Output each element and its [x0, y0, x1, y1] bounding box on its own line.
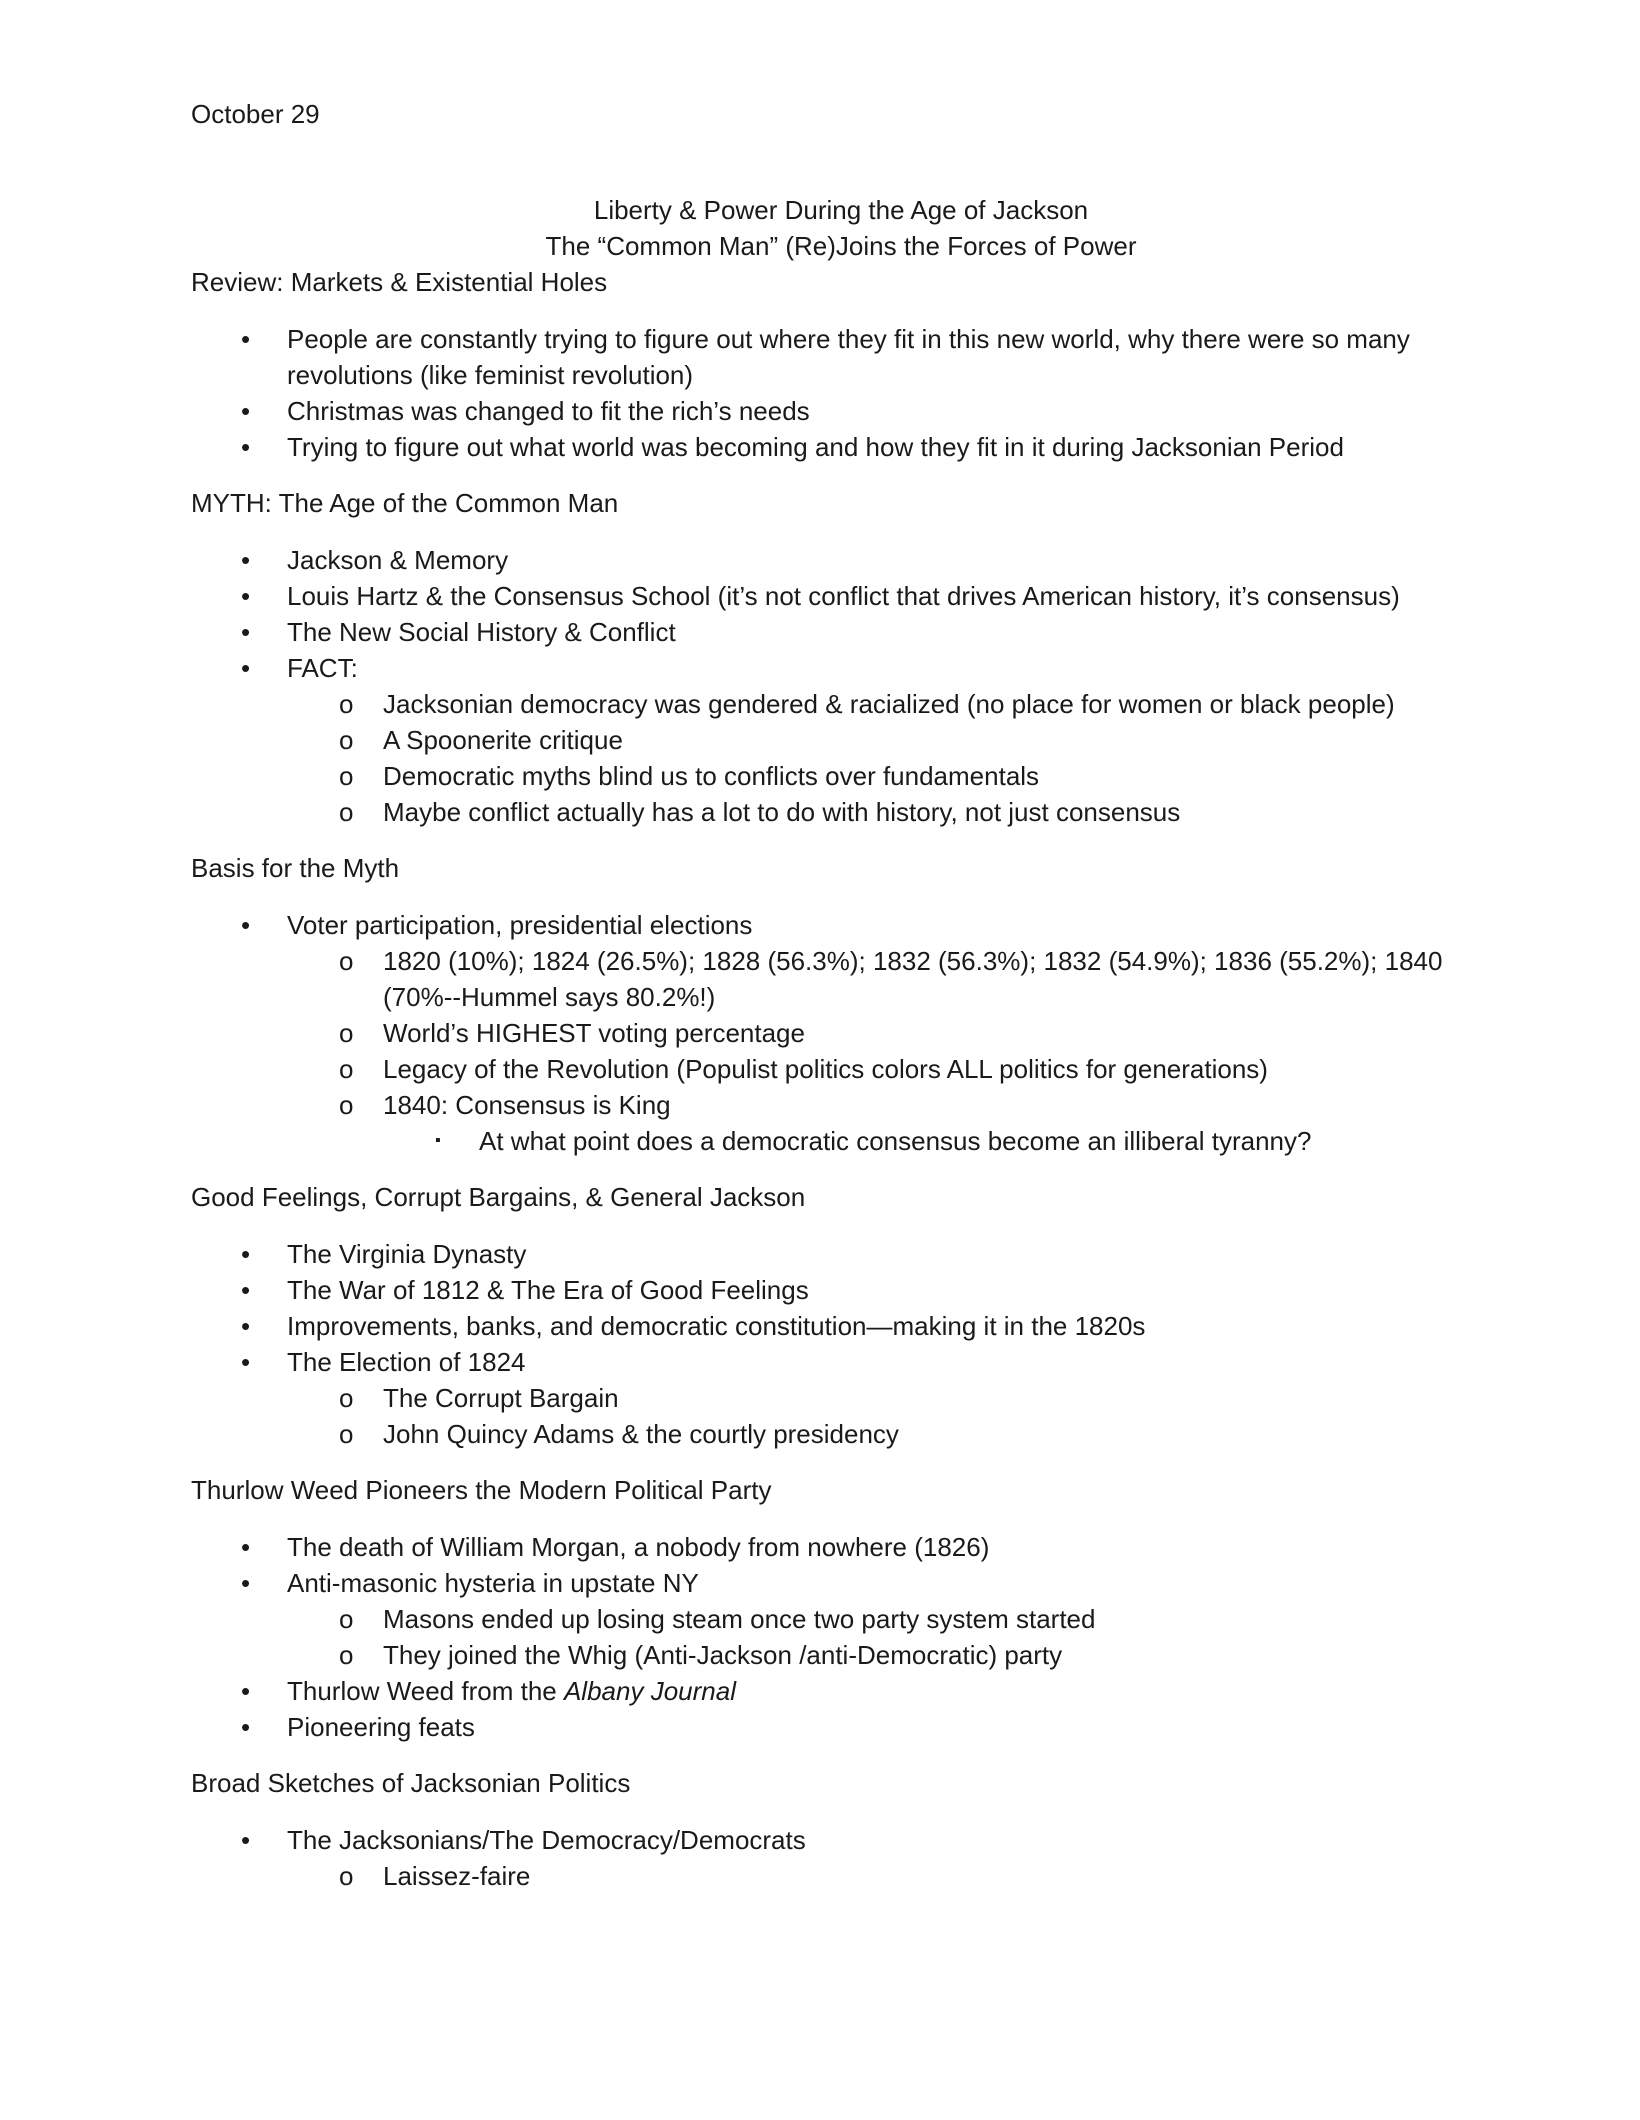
sub-list-item — [191, 1858, 1491, 1894]
list-item-text: Louis Hartz & the Consensus School (it’s not conflict that drives American history, it’s consensus) — [287, 581, 1400, 611]
list-item-text — [287, 1673, 1491, 1709]
list-item-text: The death of William Morgan, a nobody from nowhere (1826) — [287, 1532, 990, 1562]
circle-bullet-icon: o — [339, 1018, 354, 1048]
bullet-icon: • — [241, 1568, 251, 1598]
list-item — [191, 429, 1491, 465]
sub-bullet-list — [191, 1601, 1491, 1673]
section-good-feelings — [191, 1179, 1491, 1452]
bullet-icon: • — [241, 581, 251, 611]
bullet-list — [191, 1529, 1491, 1745]
section-heading: Review: Markets & Existential Holes — [191, 267, 608, 297]
bullet-icon: • — [241, 396, 251, 426]
sub-bullet-list — [191, 1858, 1491, 1894]
list-item — [191, 578, 1491, 614]
title-subtitle: The “Common Man” (Re)Joins the Forces of Power — [545, 231, 1137, 261]
bullet-icon: • — [241, 1825, 251, 1855]
bullet-icon: • — [241, 1712, 251, 1742]
list-item-text: The New Social History & Conflict — [287, 617, 676, 647]
bullet-icon: • — [241, 1275, 251, 1305]
sub-bullet-list — [191, 686, 1491, 830]
list-item — [191, 1565, 1491, 1601]
sub-bullet-list — [191, 1380, 1491, 1452]
section-myth — [191, 485, 1491, 830]
bullet-list — [191, 1236, 1491, 1452]
circle-bullet-icon: o — [339, 761, 354, 791]
list-item-text: The Election of 1824 — [287, 1347, 526, 1377]
list-item-text: The Virginia Dynasty — [287, 1239, 527, 1269]
list-item-text: They joined the Whig (Anti-Jackson /anti-Democratic) party — [383, 1640, 1063, 1670]
sub-bullet-list — [191, 943, 1491, 1159]
bullet-icon: • — [241, 617, 251, 647]
circle-bullet-icon: o — [339, 725, 354, 755]
sub-list-container — [191, 1858, 1491, 1894]
sub-list-item — [191, 722, 1491, 758]
title-block — [191, 192, 1491, 264]
weed-prefix-text: Thurlow Weed from the — [287, 1676, 564, 1706]
list-item-text: Jackson & Memory — [287, 545, 509, 575]
circle-bullet-icon: o — [339, 1090, 354, 1120]
sub-list-item — [191, 794, 1491, 830]
list-item — [191, 542, 1491, 578]
journal-title: Albany Journal — [563, 1676, 736, 1706]
list-item — [191, 321, 1491, 393]
bullet-list — [191, 542, 1491, 830]
list-item — [191, 1709, 1491, 1745]
list-item — [191, 1272, 1491, 1308]
sub-list-item — [191, 1087, 1491, 1123]
bullet-icon: • — [241, 324, 251, 354]
sub-list-container — [191, 686, 1491, 830]
list-item-text: At what point does a democratic consensus become an illiberal tyranny? — [479, 1126, 1312, 1156]
bullet-icon: • — [241, 910, 251, 940]
sub-list-item — [191, 1380, 1491, 1416]
circle-bullet-icon: o — [339, 689, 354, 719]
sub-sub-bullet-list — [191, 1123, 1491, 1159]
list-item — [191, 614, 1491, 650]
section-review — [191, 264, 1491, 465]
list-item — [191, 1673, 1491, 1709]
list-item-text: The Corrupt Bargain — [383, 1383, 619, 1413]
list-item-text: Laissez-faire — [383, 1861, 531, 1891]
bullet-list — [191, 321, 1491, 465]
sub-list-container — [191, 1380, 1491, 1452]
section-heading: Basis for the Myth — [191, 853, 400, 883]
list-item-text: 1840: Consensus is King — [383, 1090, 671, 1120]
title-main: Liberty & Power During the Age of Jackson — [593, 195, 1089, 225]
circle-bullet-icon: o — [339, 797, 354, 827]
bullet-icon: • — [241, 653, 251, 683]
sub-list-item — [191, 758, 1491, 794]
bullet-icon: • — [241, 432, 251, 462]
list-item-text: World’s HIGHEST voting percentage — [383, 1018, 805, 1048]
list-item-text: Democratic myths blind us to conflicts over fundamentals — [383, 761, 1040, 791]
list-item — [191, 1308, 1491, 1344]
list-item-text: 1820 (10%); 1824 (26.5%); 1828 (56.3%); 1832 (56.3%); 1832 (54.9%); 1836 (55.2%); 1840 (70%--Hummel says 80.2%!) — [383, 946, 1443, 1012]
circle-bullet-icon: o — [339, 1604, 354, 1634]
section-heading: Broad Sketches of Jacksonian Politics — [191, 1768, 631, 1798]
bullet-list — [191, 1822, 1491, 1894]
sub-list-container — [191, 943, 1491, 1159]
sub-list-item — [191, 943, 1491, 1015]
bullet-icon: • — [241, 1532, 251, 1562]
bullet-icon: • — [241, 545, 251, 575]
list-item-text: A Spoonerite critique — [383, 725, 623, 755]
circle-bullet-icon: o — [339, 946, 354, 976]
circle-bullet-icon: o — [339, 1861, 354, 1891]
sub-sub-list-item — [191, 1123, 1491, 1159]
bullet-icon: • — [241, 1239, 251, 1269]
list-item-text: Trying to figure out what world was becoming and how they fit in it during Jacksonian Period — [287, 432, 1344, 462]
section-thurlow-weed — [191, 1472, 1491, 1745]
section-heading: MYTH: The Age of the Common Man — [191, 488, 619, 518]
sub-sub-list-container — [191, 1123, 1491, 1159]
date-line: October 29 — [191, 99, 320, 129]
section-heading: Thurlow Weed Pioneers the Modern Political Party — [191, 1475, 772, 1505]
section-basis — [191, 850, 1491, 1159]
list-item — [191, 1822, 1491, 1858]
sub-list-item — [191, 1601, 1491, 1637]
sub-list-item — [191, 1416, 1491, 1452]
list-item-text: Masons ended up losing steam once two party system started — [383, 1604, 1096, 1634]
list-item-text: The Jacksonians/The Democracy/Democrats — [287, 1825, 806, 1855]
bullet-list — [191, 907, 1491, 1159]
document-page — [191, 96, 1491, 1914]
bullet-icon: • — [241, 1676, 251, 1706]
list-item — [191, 393, 1491, 429]
list-item-text: FACT: — [287, 653, 358, 683]
circle-bullet-icon: o — [339, 1054, 354, 1084]
sub-list-container — [191, 1601, 1491, 1673]
list-item-text: The War of 1812 & The Era of Good Feelings — [287, 1275, 809, 1305]
list-item-text: Legacy of the Revolution (Populist politics colors ALL politics for generations) — [383, 1054, 1268, 1084]
list-item — [191, 1344, 1491, 1380]
section-broad-sketches — [191, 1765, 1491, 1894]
sub-list-item — [191, 1637, 1491, 1673]
list-item — [191, 1529, 1491, 1565]
sub-list-item — [191, 1015, 1491, 1051]
circle-bullet-icon: o — [339, 1640, 354, 1670]
list-item — [191, 1236, 1491, 1272]
section-heading: Good Feelings, Corrupt Bargains, & General Jackson — [191, 1182, 806, 1212]
list-item-text: Improvements, banks, and democratic constitution—making it in the 1820s — [287, 1311, 1146, 1341]
list-item-text: Voter participation, presidential elections — [287, 910, 753, 940]
list-item-text: Anti-masonic hysteria in upstate NY — [287, 1568, 699, 1598]
list-item — [191, 650, 1491, 686]
sub-list-item — [191, 1051, 1491, 1087]
circle-bullet-icon: o — [339, 1419, 354, 1449]
list-item-text: Jacksonian democracy was gendered & racialized (no place for women or black people) — [383, 689, 1395, 719]
bullet-icon: • — [241, 1311, 251, 1341]
square-bullet-icon: ▪ — [435, 1132, 441, 1149]
bullet-icon: • — [241, 1347, 251, 1377]
list-item-text: People are constantly trying to figure out where they fit in this new world, why there were so many revolutions (like feminist revolution) — [287, 324, 1410, 390]
list-item-text: John Quincy Adams & the courtly presidency — [383, 1419, 899, 1449]
list-item-text: Maybe conflict actually has a lot to do with history, not just consensus — [383, 797, 1181, 827]
list-item — [191, 907, 1491, 943]
list-item-text: Christmas was changed to fit the rich’s needs — [287, 396, 810, 426]
list-item-text: Pioneering feats — [287, 1712, 475, 1742]
circle-bullet-icon: o — [339, 1383, 354, 1413]
sub-list-item — [191, 686, 1491, 722]
